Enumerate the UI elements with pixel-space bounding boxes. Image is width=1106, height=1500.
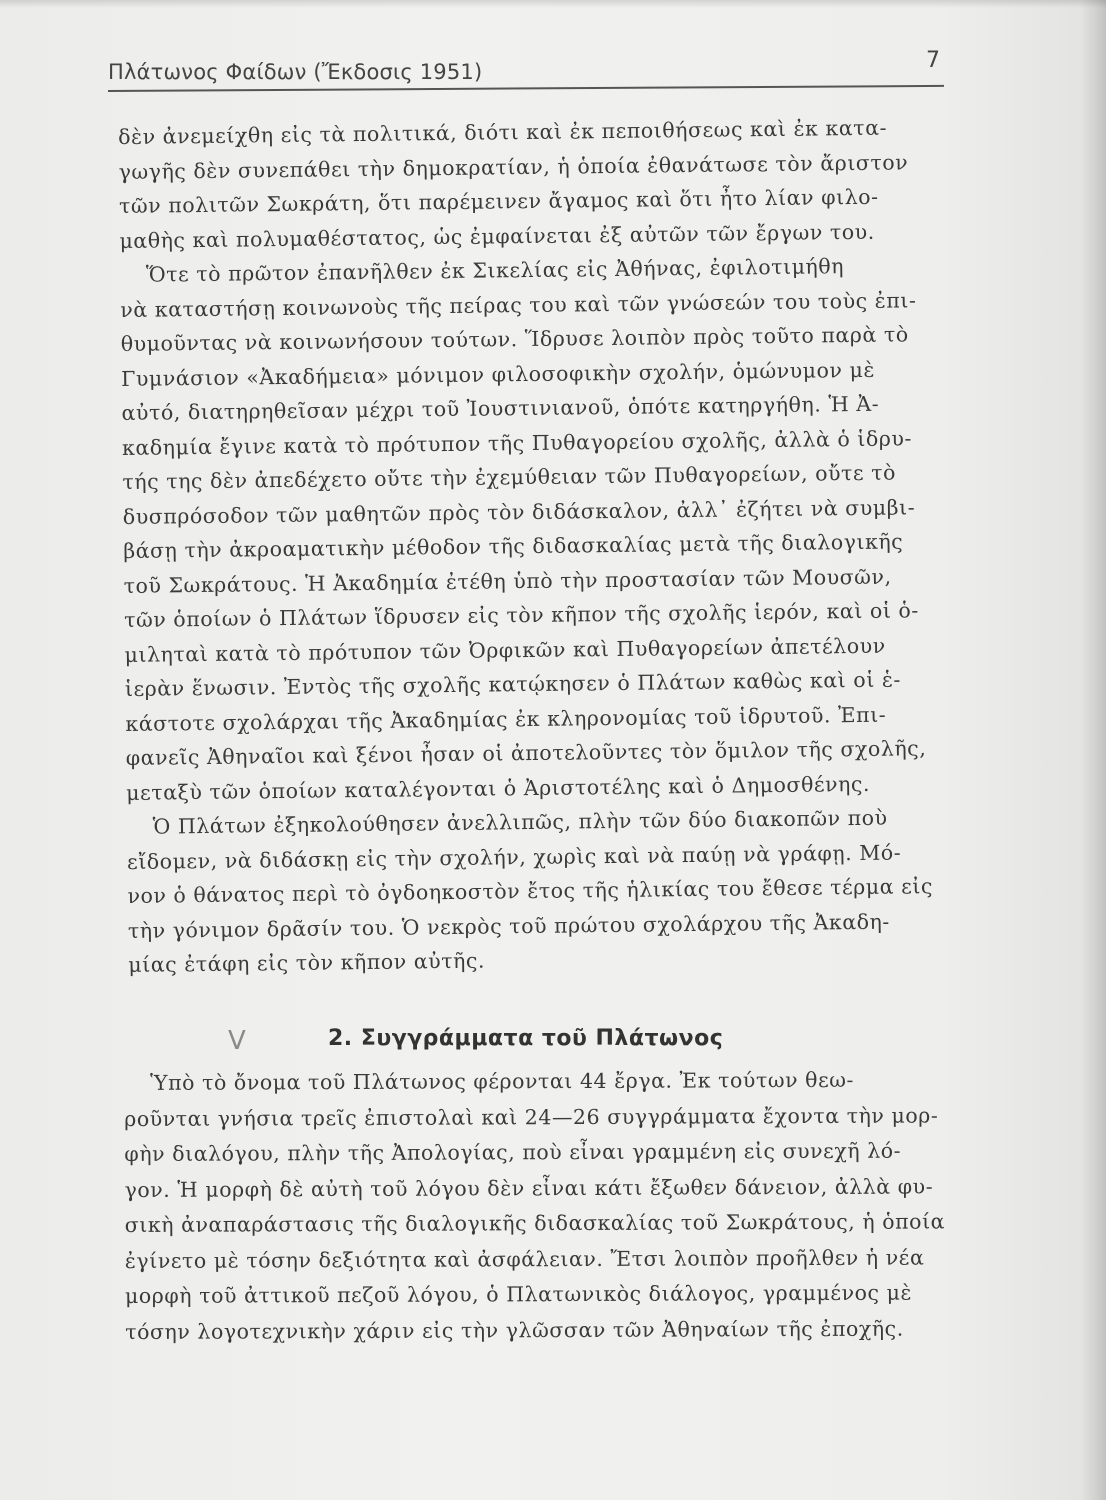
running-title: Πλάτωνος Φαίδων (Ἔκδοσις 1951): [108, 60, 483, 84]
page-right-shadow: [1080, 0, 1106, 1500]
text-line: θυμοῦντας νὰ κοινωνήσουν τούτων. Ἵδρυσε λοιπὸν πρὸς τοῦτο παρὰ τὸ: [120, 322, 909, 356]
text-line: μαθὴς καὶ πολυμαθέστατος, ὡς ἐμφαίνεται ἐξ αὐτῶν τῶν ἔργων του.: [119, 219, 875, 253]
text-line: τῶν πολιτῶν Σωκράτη, ὅτι παρέμεινεν ἄγαμος καὶ ὅτι ἦτο λίαν φιλο-: [118, 184, 879, 218]
text-line: τής της δὲν ἀπεδέχετο οὔτε τὴν ἐχεμύθειαν τῶν Πυθαγορείων, οὔτε τὸ: [122, 460, 897, 494]
text-line: γωγῆς δὲν συνεπάθει τὴν δημοκρατίαν, ἡ ὁποία ἐθανάτωσε τὸν ἄριστον: [118, 149, 909, 184]
text-line: νὰ καταστήσῃ κοινωνοὺς τῆς πείρας του καὶ τῶν γνώσεών του τοὺς ἐπι-: [120, 287, 917, 322]
text-line: μίας ἐτάφη εἰς τὸν κῆπον αὐτῆς.: [128, 948, 486, 977]
page-top-shadow: [0, 0, 1106, 8]
section-title: 2. Συγγράμματα τοῦ Πλάτωνος: [328, 1026, 724, 1051]
text-line: εἴδομεν, νὰ διδάσκῃ εἰς τὴν σχολήν, χωρὶς καὶ νὰ παύῃ νὰ γράφῃ. Μό-: [126, 839, 902, 874]
text-line: Ὁ Πλάτων ἐξηκολούθησεν ἀνελλιπῶς, πλὴν τῶν δύο διακοπῶν ποὺ: [152, 805, 888, 839]
margin-check-mark: V: [228, 1026, 246, 1056]
text-line: φὴν διαλόγου, πλὴν τῆς Ἀπολογίας, ποὺ εἶναι γραμμένη εἰς συνεχῆ λό-: [124, 1138, 902, 1166]
text-line: βάσῃ τὴν ἀκροαματικὴν μέθοδον τῆς διδασκαλίας μετὰ τῆς διαλογικῆς: [123, 529, 904, 563]
text-line: νον ὁ θάνατος περὶ τὸ ὀγδοηκοστὸν ἔτος τῆς ἡλικίας του ἔθεσε τέρμα εἰς: [127, 874, 934, 908]
text-line: τῶν ὁποίων ὁ Πλάτων ἵδρυσεν εἰς τὸν κῆπον τῆς σχολῆς ἱερόν, καὶ οἱ ὁ-: [123, 598, 919, 632]
text-line: αὐτό, διατηρηθεῖσαν μέχρι τοῦ Ἰουστινιανοῦ, ὁπότε κατηργήθη. Ἡ Ἀ-: [121, 391, 880, 425]
text-line: φανεῖς Ἀθηναῖοι καὶ ξένοι ἦσαν οἱ ἀποτελοῦντες τὸν ὅμιλον τῆς σχολῆς,: [125, 736, 927, 770]
text-line: ροῦνται γνήσια τρεῖς ἐπιστολαὶ καὶ 24—26 συγγράμματα ἔχοντα τὴν μορ-: [124, 1102, 939, 1131]
text-line: ἱερὰν ἕνωσιν. Ἐντὸς τῆς σχολῆς κατῴκησεν ὁ Πλάτων καθὼς καὶ οἱ ἑ-: [124, 667, 902, 701]
text-line: τοῦ Σωκράτους. Ἡ Ἀκαδημία ἐτέθη ὑπὸ τὴν προστασίαν τῶν Μουσῶν,: [123, 564, 892, 598]
text-line: τὴν γόνιμον δρᾶσίν του. Ὁ νεκρὸς τοῦ πρώτου σχολάρχου τῆς Ἀκαδη-: [127, 909, 890, 943]
text-block-1: [118, 110, 958, 983]
text-line: μιληταὶ κατὰ τὸ πρότυπον τῶν Ὀρφικῶν καὶ Πυθαγορείων ἀπετέλουν: [124, 633, 886, 667]
text-line: σικὴ ἀναπαράστασις τῆς διαλογικῆς διδασκαλίας τοῦ Σωκράτους, ἡ ὁποία: [124, 1209, 946, 1237]
text-line: γον. Ἡ μορφὴ δὲ αὐτὴ τοῦ λόγου δὲν εἶναι κάτι ἔξωθεν δάνειον, ἀλλὰ φυ-: [124, 1173, 934, 1202]
text-line: Ὅτε τὸ πρῶτον ἐπανῆλθεν ἐκ Σικελίας εἰς Ἀθήνας, ἐφιλοτιμήθη: [145, 254, 845, 287]
text-line: καδημία ἔγινε κατὰ τὸ πρότυπον τῆς Πυθαγορείου σχολῆς, ἀλλὰ ὁ ἱδρυ-: [121, 425, 913, 460]
text-block-2: [124, 1062, 961, 1350]
text-line: μεταξὺ τῶν ὁποίων καταλέγονται ὁ Ἀριστοτέλης καὶ ὁ Δημοσθένης.: [126, 771, 871, 805]
text-line: κάστοτε σχολάρχαι τῆς Ἀκαδημίας ἐκ κληρονομίας τοῦ ἱδρυτοῦ. Ἐπι-: [125, 702, 887, 736]
text-line: ἐγίνετο μὲ τόσην δεξιότητα καὶ ἀσφάλειαν. Ἔτσι λοιπὸν προῆλθεν ἡ νέα: [124, 1245, 925, 1273]
text-line: Γυμνάσιον «Ἀκαδήμεια» μόνιμον φιλοσοφικὴν σχολήν, ὁμώνυμον μὲ: [121, 357, 876, 391]
page-number: 7: [926, 48, 940, 73]
text-line: μορφὴ τοῦ ἀττικοῦ πεζοῦ λόγου, ὁ Πλατωνικὸς διάλογος, γραμμένος μὲ: [124, 1280, 913, 1308]
text-line: δυσπρόσοδον τῶν μαθητῶν πρὸς τὸν διδάσκαλον, ἀλλ᾽ ἐζήτει νὰ συμβι-: [122, 494, 916, 529]
text-line: δὲν ἀνεμείχθη εἰς τὰ πολιτικά, διότι καὶ ἐκ πεποιθήσεως καὶ ἐκ κατα-: [118, 115, 888, 149]
text-line: Ὑπὸ τὸ ὄνομα τοῦ Πλάτωνος φέρονται 44 ἔργα. Ἐκ τούτων θεω-: [150, 1067, 855, 1095]
text-line: τόσην λογοτεχνικὴν χάριν εἰς τὴν γλῶσσαν τῶν Ἀθηναίων τῆς ἐποχῆς.: [125, 1316, 904, 1344]
